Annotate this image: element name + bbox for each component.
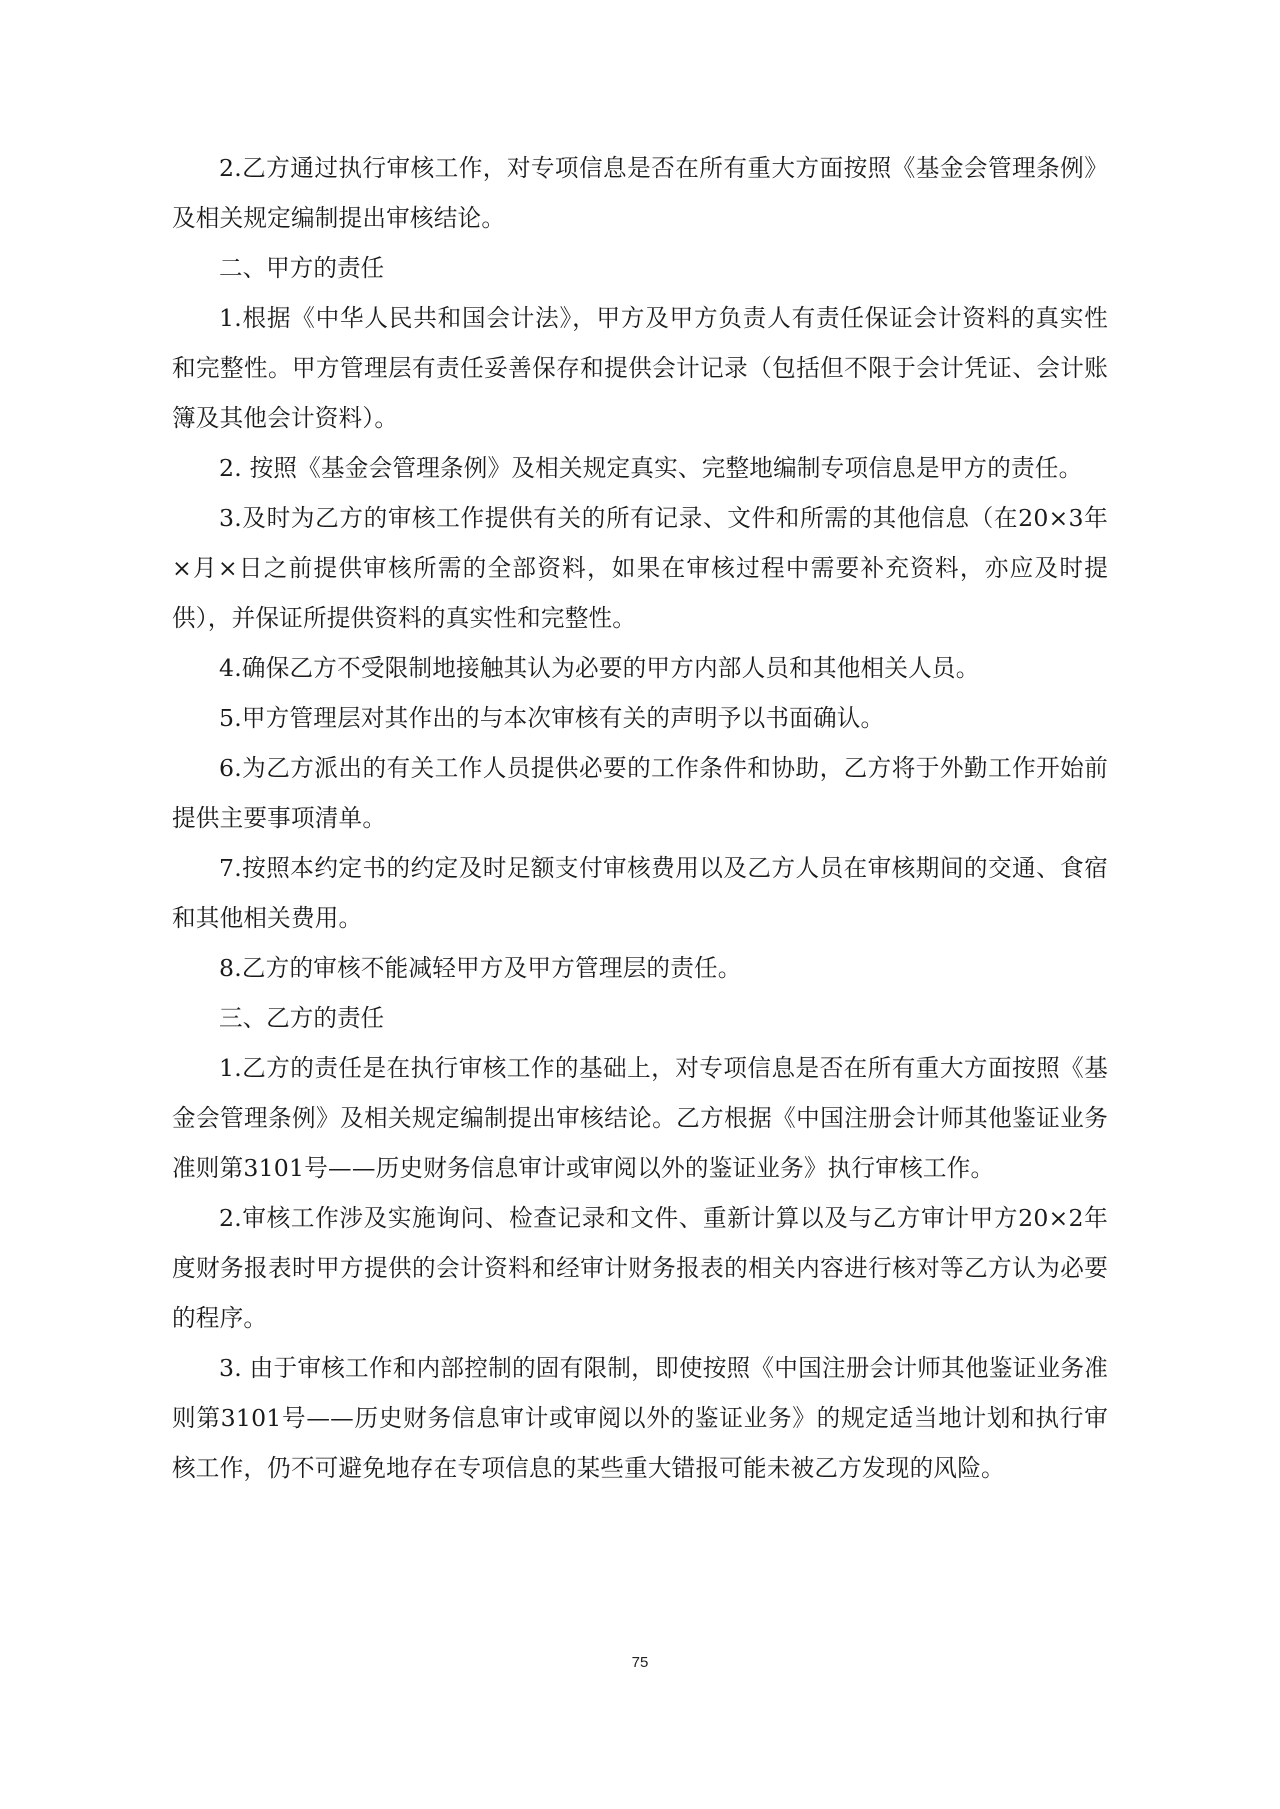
- paragraph-pay-fees: 7.按照本约定书的约定及时足额支付审核费用以及乙方人员在审核期间的交通、食宿和其他相关费用。: [172, 854, 1108, 932]
- paragraph-inherent-limitations: 3. 由于审核工作和内部控制的固有限制，即使按照《中国注册会计师其他鉴证业务准则第3101号——历史财务信息审计或审阅以外的鉴证业务》的规定适当地计划和执行审核工作，仍不可避免地存在专项信息的某些重大错报可能未被乙方发现的风险。: [172, 1354, 1108, 1482]
- paragraph-no-reduce-responsibility: 8.乙方的审核不能减轻甲方及甲方管理层的责任。: [219, 954, 742, 982]
- paragraph-review-procedures: 2.审核工作涉及实施询问、检查记录和文件、重新计算以及与乙方审计甲方20×2年度财务报表时甲方提供的会计资料和经审计财务报表的相关内容进行核对等乙方认为必要的程序。: [172, 1204, 1108, 1332]
- paragraph-unrestricted-access: 4.确保乙方不受限制地接触其认为必要的甲方内部人员和其他相关人员。: [219, 654, 980, 682]
- heading-party-b-responsibility: 三、乙方的责任: [219, 1004, 385, 1032]
- paragraph-accounting-law: 1.根据《中华人民共和国会计法》，甲方及甲方负责人有责任保证会计资料的真实性和完整性。甲方管理层有责任妥善保存和提供会计记录（包括但不限于会计凭证、会计账簿及其他会计资料）。: [172, 304, 1108, 432]
- page-number: 75: [631, 1654, 649, 1671]
- paragraph-written-confirmation: 5.甲方管理层对其作出的与本次审核有关的声明予以书面确认。: [219, 704, 885, 732]
- heading-party-a-responsibility: 二、甲方的责任: [219, 254, 385, 282]
- paragraph-prepare-info: 2. 按照《基金会管理条例》及相关规定真实、完整地编制专项信息是甲方的责任。: [219, 454, 1083, 482]
- paragraph-working-conditions: 6.为乙方派出的有关工作人员提供必要的工作条件和协助，乙方将于外勤工作开始前提供主要事项清单。: [172, 754, 1108, 832]
- paragraph-provide-records: 3.及时为乙方的审核工作提供有关的所有记录、文件和所需的其他信息（在20×3年×月×日之前提供审核所需的全部资料，如果在审核过程中需要补充资料，亦应及时提供），并保证所提供资料的真实性和完整性。: [172, 504, 1108, 632]
- paragraph-b-responsibility-basis: 1.乙方的责任是在执行审核工作的基础上，对专项信息是否在所有重大方面按照《基金会管理条例》及相关规定编制提出审核结论。乙方根据《中国注册会计师其他鉴证业务准则第3101号——历史财务信息审计或审阅以外的鉴证业务》执行审核工作。: [172, 1054, 1108, 1182]
- document-body: [172, 143, 1108, 1493]
- paragraph-party-b-conclusion: 2.乙方通过执行审核工作，对专项信息是否在所有重大方面按照《基金会管理条例》及相关规定编制提出审核结论。: [172, 154, 1108, 232]
